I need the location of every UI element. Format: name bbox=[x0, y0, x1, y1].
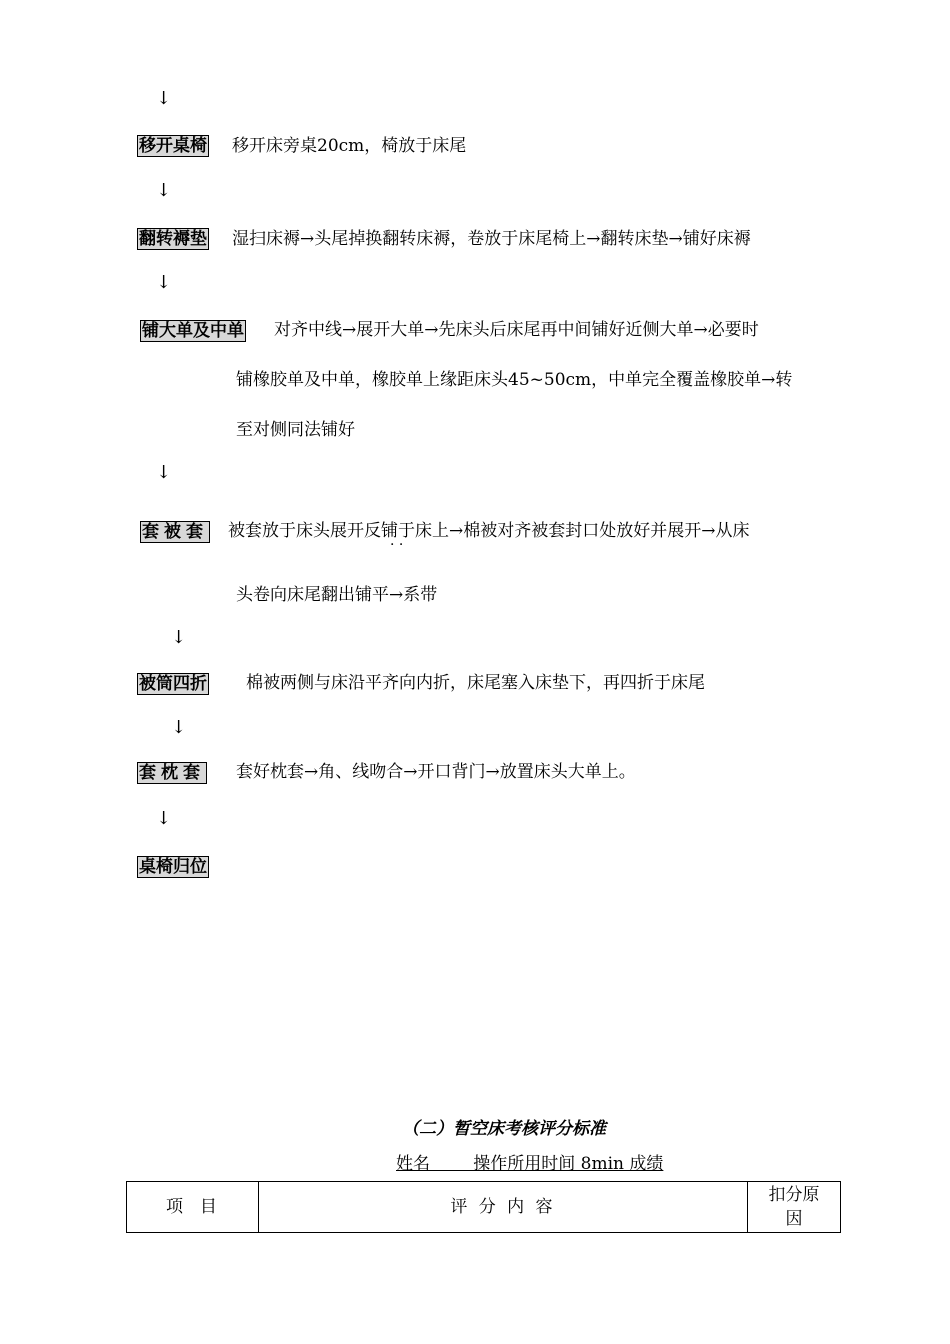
step-label: 翻转褥垫 bbox=[139, 229, 207, 249]
flow-arrow: ↓ bbox=[156, 88, 172, 109]
step-label: 被筒四折 bbox=[139, 674, 207, 694]
flow-arrow: ↓ bbox=[171, 717, 187, 738]
step-label: 套被套 bbox=[142, 522, 208, 542]
flow-arrow: ↓ bbox=[156, 180, 172, 201]
step-text: 被套放于床头展开反铺于床上→棉被对齐被套封口处放好并展开→从床 bbox=[228, 521, 750, 541]
header-deduction: 扣分原因 bbox=[748, 1182, 841, 1233]
step-label: 套枕套 bbox=[139, 763, 205, 783]
section-title: （二）暂空床考核评分标准 bbox=[402, 1119, 606, 1139]
section-subtitle: 姓名 操作所用时间 8min 成绩 bbox=[396, 1154, 664, 1174]
flow-step bbox=[140, 320, 246, 342]
step-text: 移开床旁桌20cm，椅放于床尾 bbox=[232, 136, 467, 156]
flow-step bbox=[140, 521, 210, 543]
step-text: 头卷向床尾翻出铺平→系带 bbox=[236, 585, 438, 605]
step-text: 铺橡胶单及中单，橡胶单上缘距床头45~50cm，中单完全覆盖橡胶单→转 bbox=[236, 370, 793, 390]
header-item: 项 目 bbox=[127, 1182, 259, 1233]
score-table bbox=[126, 1181, 841, 1233]
flow-arrow: ↓ bbox=[156, 272, 172, 293]
emphasis-dots: · · bbox=[390, 537, 404, 553]
step-text: 湿扫床褥→头尾掉换翻转床褥，卷放于床尾椅上→翻转床垫→铺好床褥 bbox=[232, 229, 751, 249]
table-header-row bbox=[127, 1182, 841, 1233]
header-content: 评 分 内 容 bbox=[258, 1182, 747, 1233]
step-text: 棉被两侧与床沿平齐向内折，床尾塞入床垫下，再四折于床尾 bbox=[246, 673, 705, 693]
flow-step bbox=[137, 762, 207, 784]
flow-step bbox=[137, 228, 209, 250]
flow-step bbox=[137, 673, 209, 695]
step-label: 桌椅归位 bbox=[139, 857, 207, 877]
flow-arrow: ↓ bbox=[156, 808, 172, 829]
step-text: 对齐中线→展开大单→先床头后床尾再中间铺好近侧大单→必要时 bbox=[274, 320, 759, 340]
step-text: 至对侧同法铺好 bbox=[236, 420, 355, 440]
flow-step bbox=[137, 856, 209, 878]
flow-arrow: ↓ bbox=[171, 627, 187, 648]
flow-step bbox=[137, 135, 209, 157]
step-label: 铺大单及中单 bbox=[142, 321, 244, 341]
step-label: 移开桌椅 bbox=[139, 136, 207, 156]
step-text: 套好枕套→角、线吻合→开口背门→放置床头大单上。 bbox=[236, 762, 636, 782]
flow-arrow: ↓ bbox=[156, 462, 172, 483]
